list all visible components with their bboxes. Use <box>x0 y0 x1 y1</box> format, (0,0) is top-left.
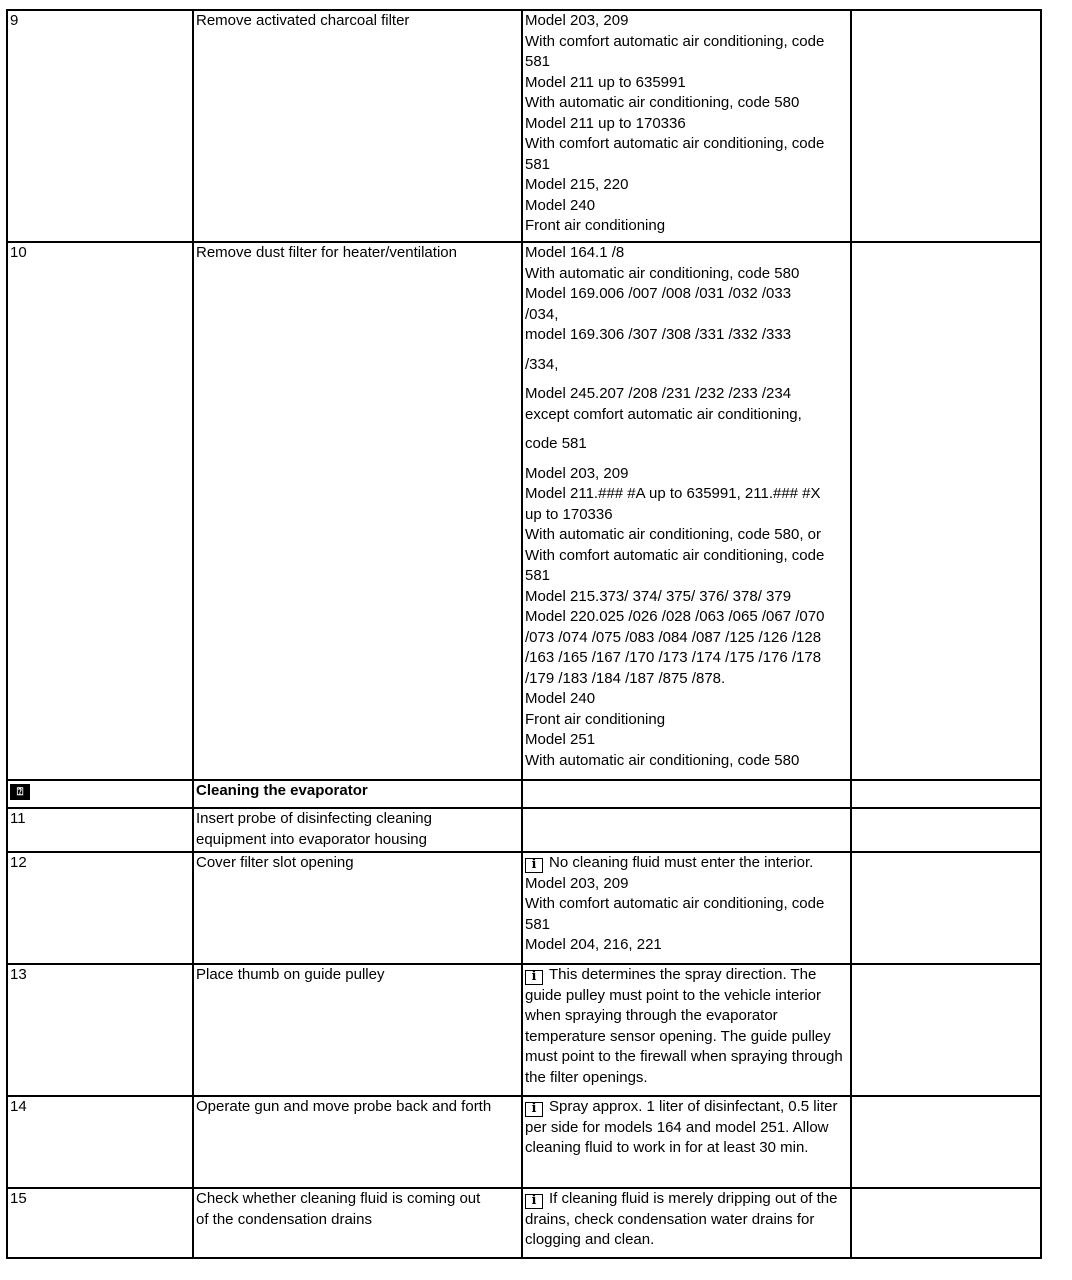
step-extra <box>851 10 1041 242</box>
step-description: Remove dust filter for heater/ventilation <box>193 242 522 780</box>
section-heading-row <box>7 780 1041 808</box>
step-description: Remove activated charcoal filter <box>193 10 522 242</box>
info-icon: i <box>525 1194 543 1209</box>
step-number: 14 <box>7 1096 193 1188</box>
step-notes: Model 164.1 /8 With automatic air conditioning, code 580 Model 169.006 /007 /008 /031 /032 /033 /034, model 169.306 /307 /308 /331 /332 /333 /334, Model 245.207 /208 /231 /232 /233 /234 except comfort automatic air conditioning, code 581 Model 203, 209 Model 211.### #A up to 635991, 211.### #X up to 170336 With automatic air conditioning, code 580, or With comfort automatic air conditioning, code 581 Model 215.373/ 374/ 375/ 376/ 378/ 379 Model 220.025 /026 /028 /063 /065 /067 /070 /073 /074 /075 /083 /084 /087 /125 /126 /128 /163 /165 /167 /170 /173 /174 /175 /176 /178 /179 /183 /184 /187 /875 /878. Model 240 Front air conditioning Model 251 With automatic air conditioning, code 580 <box>522 242 851 780</box>
table-row <box>7 10 1041 242</box>
step-notes: i No cleaning fluid must enter the interior. Model 203, 209 With comfort automatic air conditioning, code 581 Model 204, 216, 221 <box>522 852 851 964</box>
table-row <box>7 808 1041 852</box>
step-number: 15 <box>7 1188 193 1258</box>
table-row <box>7 1096 1041 1188</box>
procedure-table <box>6 9 1042 1259</box>
step-description: Cover filter slot opening <box>193 852 522 964</box>
step-notes: i If cleaning fluid is merely dripping out of the drains, check condensation water drains for clogging and clean. <box>522 1188 851 1258</box>
step-notes <box>522 780 851 808</box>
step-notes: Model 203, 209 With comfort automatic air conditioning, code 581 Model 211 up to 635991 With automatic air conditioning, code 580 Model 211 up to 170336 With comfort automatic air conditioning, code 581 Model 215, 220 Model 240 Front air conditioning <box>522 10 851 242</box>
info-icon: i <box>525 970 543 985</box>
step-number: 10 <box>7 242 193 780</box>
step-notes: i This determines the spray direction. The guide pulley must point to the vehicle interior when spraying through the evaporator temperature sensor opening. The guide pulley must point to the firewall when spraying through the filter openings. <box>522 964 851 1096</box>
step-extra <box>851 242 1041 780</box>
step-extra <box>851 852 1041 964</box>
step-description: Check whether cleaning fluid is coming out of the condensation drains <box>193 1188 522 1258</box>
step-description: Insert probe of disinfecting cleaning equipment into evaporator housing <box>193 808 522 852</box>
step-number: 9 <box>7 10 193 242</box>
table-row <box>7 242 1041 780</box>
section-heading: Cleaning the evaporator <box>193 780 522 808</box>
step-extra <box>851 780 1041 808</box>
step-description: Operate gun and move probe back and forth <box>193 1096 522 1188</box>
info-icon: i <box>525 1102 543 1117</box>
step-extra <box>851 1096 1041 1188</box>
table-row <box>7 1188 1041 1258</box>
step-extra <box>851 808 1041 852</box>
table-row <box>7 852 1041 964</box>
procedure-step-icon: ⍰ <box>10 784 30 800</box>
step-number <box>7 780 193 808</box>
step-notes <box>522 808 851 852</box>
info-icon: i <box>525 858 543 873</box>
step-number: 13 <box>7 964 193 1096</box>
step-extra <box>851 1188 1041 1258</box>
step-description: Place thumb on guide pulley <box>193 964 522 1096</box>
step-number: 11 <box>7 808 193 852</box>
step-extra <box>851 964 1041 1096</box>
step-number: 12 <box>7 852 193 964</box>
step-notes: i Spray approx. 1 liter of disinfectant, 0.5 liter per side for models 164 and model 251. Allow cleaning fluid to work in for at least 30 min. <box>522 1096 851 1188</box>
table-row <box>7 964 1041 1096</box>
